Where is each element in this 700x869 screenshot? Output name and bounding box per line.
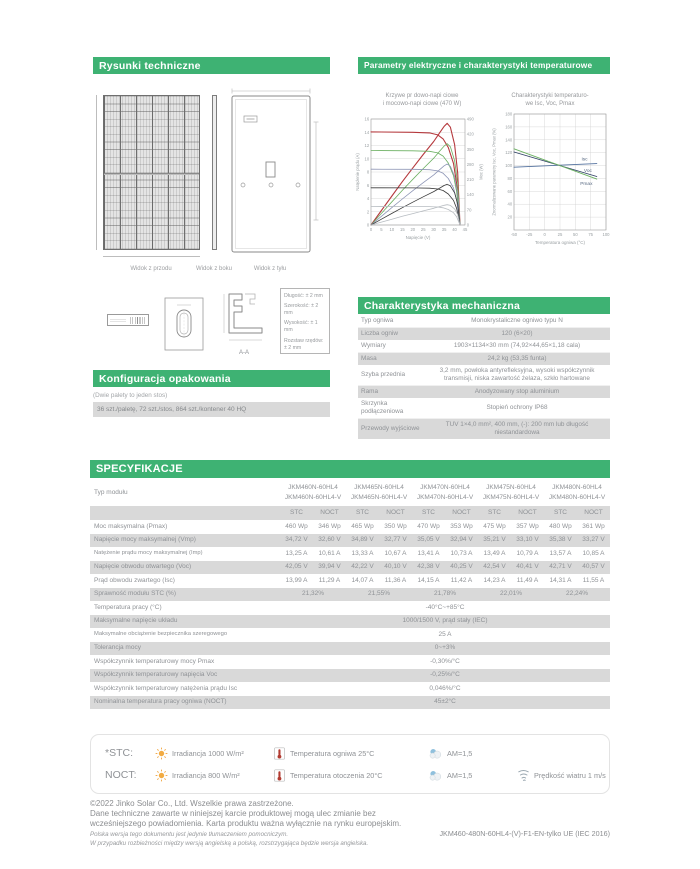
svg-text:210: 210 <box>466 177 474 183</box>
svg-text:-50: -50 <box>510 232 518 237</box>
sun-icon <box>155 747 168 760</box>
svg-text:180: 180 <box>505 111 513 117</box>
temperature-characteristics-chart <box>490 108 612 252</box>
svg-text:100: 100 <box>505 163 513 169</box>
svg-text:35: 35 <box>441 227 447 232</box>
mounting-slot-drawing <box>161 294 207 354</box>
legend-item: Prędkość wiatru 1 m/s <box>517 769 606 782</box>
svg-text:80: 80 <box>507 175 513 181</box>
tolerance-line: Rozstaw rzędów: ± 2 mm <box>284 337 324 351</box>
legend-item: Irradiancja 800 W/m² <box>155 769 273 782</box>
svg-text:5: 5 <box>380 227 383 232</box>
svg-text:10: 10 <box>389 227 395 232</box>
spec-row: Sprawność modułu STC (%) 21,32% 21,55% 21,78% 22,01% 22,24% <box>90 588 610 602</box>
packaging-note: (Dwie palety to jeden stos) <box>93 392 168 399</box>
cloud-icon <box>429 747 443 760</box>
temp-chart-title: Charakterystyki temperaturo- we Isc, Voc, Pmax <box>511 93 589 108</box>
svg-text:160: 160 <box>505 124 513 130</box>
svg-text:50: 50 <box>572 232 578 237</box>
section-header-mechanical: Charakterystyka mechaniczna <box>358 297 610 314</box>
svg-text:12: 12 <box>364 143 370 148</box>
module-name-cell: JKM460N-60HL4 JKM460N-60HL4-V <box>284 484 342 501</box>
svg-text:8: 8 <box>366 169 370 175</box>
svg-text:100: 100 <box>602 232 610 237</box>
spec-row: Napięcie mocy maksymalnej (Vmp) 34,72 V 32,60 V 34,89 V 32,77 V 35,05 V 32,94 V 35,21 V 33,10 V 35,38 V 33,27 V <box>90 534 610 548</box>
spec-row: Współczynnik temperaturowy natężenia prądu Isc 0,046%/°C <box>94 684 461 692</box>
wind-icon <box>517 769 530 782</box>
footer-note: W przypadku rozbieżności między wersją angielską a polską, rozstrzygająca będzie wersja angielska. <box>90 839 369 847</box>
footer <box>90 799 610 849</box>
front-view-caption: Widok z przodu <box>130 266 172 272</box>
section-header-specs: SPECYFIKACJE <box>90 460 610 478</box>
side-view-drawing <box>212 95 217 250</box>
mechanical-table <box>358 315 610 439</box>
svg-text:40: 40 <box>507 201 513 207</box>
svg-text:2: 2 <box>366 209 370 215</box>
module-name-cell: JKM465N-60HL4 JKM465N-60HL4-V <box>350 484 408 501</box>
svg-text:Isc: Isc <box>581 157 588 163</box>
svg-text:60: 60 <box>507 188 513 194</box>
svg-text:4: 4 <box>366 196 370 201</box>
svg-text:350: 350 <box>466 146 474 152</box>
footer-body: Dane techniczne zawarte w niniejszej karcie produktowej mogą ulec zmianie bez wcześniejszego powiadomienia. Karta produktu ważna wyłącznie na rynku europejskim. <box>90 809 402 828</box>
noct-row <box>105 764 609 786</box>
dimension-line <box>96 95 97 250</box>
svg-text:0: 0 <box>369 227 373 232</box>
copyright: ©2022 Jinko Solar Co., Ltd. Wszelkie prawa zastrzeżone. <box>90 799 294 808</box>
mechanical-row: Masa 24,2 kg (53,35 funta) <box>358 353 610 365</box>
spec-row: Nominalna temperatura pracy ogniwa (NOCT) 45±2°C <box>90 696 610 710</box>
svg-text:-25: -25 <box>526 232 533 237</box>
mechanical-row: Rama Anodyzowany stop aluminium <box>358 386 610 398</box>
frame-cross-section-drawing <box>215 290 273 350</box>
legend-item: Irradiancja 1000 W/m² <box>155 747 273 760</box>
noct-label: NOCT: <box>105 769 137 781</box>
mechanical-row: Liczba ogniw 120 (6×20) <box>358 328 610 340</box>
spec-condition-header-row: STC NOCT STC NOCT STC NOCT STC NOCT STC NOCT <box>90 506 610 520</box>
packaging-value: 36 szt./paletę, 72 szt./stos, 864 szt./kontener 40 HQ <box>93 402 330 417</box>
svg-text:Voc: Voc <box>583 169 592 174</box>
spec-row: Współczynnik temperaturowy napięcia Voc -0,25%/°C <box>90 669 610 683</box>
spec-row: Napięcie obwodu otwartego (Voc) 42,05 V 39,94 V 42,22 V 40,10 V 42,38 V 40,25 V 42,54 V 40,41 V 42,71 V 40,57 V <box>90 561 610 575</box>
legend-item: Temperatura ogniwa 25°C <box>273 747 429 760</box>
svg-text:120: 120 <box>505 150 513 156</box>
svg-text:25: 25 <box>420 227 426 232</box>
svg-text:20: 20 <box>410 227 416 232</box>
stc-row <box>105 742 609 764</box>
cloud-icon <box>429 769 443 782</box>
technical-drawings <box>93 80 330 285</box>
mechanical-row: Przewody wyjściowe TUV 1×4,0 mm², 400 mm, (-): 200 mm lub długość niestandardowa <box>358 419 610 439</box>
svg-text:0: 0 <box>543 232 546 237</box>
spec-row: Maksymalne obciążenie bezpiecznika szeregowego 25 A <box>94 630 452 638</box>
mounting-drawings <box>93 288 330 366</box>
stc-label: *STC: <box>105 747 134 759</box>
spec-table <box>90 479 610 709</box>
section-header-drawings: Rysunki techniczne <box>93 57 330 74</box>
nameplate-drawing <box>107 314 149 326</box>
svg-text:15: 15 <box>399 227 405 232</box>
module-name-cell: JKM475N-60HL4 JKM475N-60HL4-V <box>482 484 540 501</box>
tolerance-line: Wysokość: ± 1 mm <box>284 320 318 334</box>
module-name-cell: JKM480N-60HL4 JKM480N-60HL4-V <box>548 484 606 501</box>
svg-text:140: 140 <box>505 137 513 143</box>
svg-text:16: 16 <box>364 116 370 122</box>
svg-text:Moc (W): Moc (W) <box>478 164 484 180</box>
spec-row: Prąd obwodu zwartego (Isc) 13,99 A 11,29 A 14,07 A 11,36 A 14,15 A 11,42 A 14,23 A 11,49 A 14,31 A 11,55 A <box>94 576 605 584</box>
svg-text:70: 70 <box>466 207 472 213</box>
svg-text:Napięcie (V): Napięcie (V) <box>405 235 431 240</box>
svg-text:30: 30 <box>431 227 437 232</box>
svg-text:10: 10 <box>364 156 370 162</box>
spec-row: Tolerancja mocy 0~+3% <box>90 642 610 656</box>
svg-text:Znormalizowane parametry Isc,: Znormalizowane parametry Isc, Voc, Pmax (%) <box>491 128 497 216</box>
mechanical-row: Szyba przednia 3,2 mm, powłoka antyrefleksyjna, wysoki współczynnik transmisji, niska zawartość żelaza, szkło hartowane <box>358 365 610 386</box>
svg-text:420: 420 <box>466 131 474 137</box>
legend-item: AM=1,5 <box>429 769 517 782</box>
svg-text:25: 25 <box>557 232 563 237</box>
tolerance-line: Szerokość: ± 2 mm <box>284 303 319 317</box>
section-header-packaging: Konfiguracja opakowania <box>93 370 330 387</box>
iv-pv-curves-chart <box>355 113 487 249</box>
mechanical-row: Wymiary 1903×1134×30 mm (74,92×44,65×1,18 cala) <box>358 340 610 353</box>
svg-text:0: 0 <box>466 222 470 228</box>
svg-text:Temperatura ogniwa (°C): Temperatura ogniwa (°C) <box>534 240 586 245</box>
svg-text:490: 490 <box>466 116 474 122</box>
svg-text:20: 20 <box>507 214 513 220</box>
thermometer-icon <box>273 769 286 782</box>
mechanical-row: Skrzynka podłączeniowa Stopień ochrony IP68 <box>358 398 610 419</box>
tolerance-line: Długość: ± 2 mm <box>284 293 323 299</box>
footer-note: Polska wersja tego dokumentu jest jedynie tłumaczeniem pomocniczym. <box>90 831 289 838</box>
spec-row: Natężenie prądu mocy maksymalnej (Imp) 13,25 A 10,61 A 13,33 A 10,67 A 13,41 A 10,73 A 13,49 A 10,79 A 13,57 A 10,85 A <box>94 549 605 557</box>
module-name-cell: JKM470N-60HL4 JKM470N-60HL4-V <box>416 484 474 501</box>
rear-view-drawing <box>228 88 320 260</box>
front-view-drawing <box>103 95 200 250</box>
section-header-electrical: Parametry elektryczne i charakterystyki temperaturowe <box>358 57 610 74</box>
spec-row: Moc maksymalna (Pmax) 460 Wp 346 Wp 465 Wp 350 Wp 470 Wp 353 Wp 475 Wp 357 Wp 480 Wp 361 Wp <box>94 522 605 530</box>
mechanical-row: Typ ogniwa Monokrystaliczne ogniwo typu N <box>358 315 610 328</box>
svg-text:0: 0 <box>366 222 370 228</box>
rear-view-caption: Widok z tyłu <box>253 266 287 272</box>
spec-row: Współczynnik temperaturowy mocy Pmax -0,30%/°C <box>94 657 460 665</box>
side-view-caption: Widok z boku <box>195 266 232 272</box>
dimension-line <box>103 256 200 257</box>
svg-text:45: 45 <box>462 227 468 232</box>
thermometer-icon <box>273 747 286 760</box>
spec-row: Temperatura pracy (°C) -40°C~+85°C <box>94 603 465 611</box>
svg-text:Pmax: Pmax <box>580 181 593 187</box>
spec-row: Maksymalne napięcie układu 1000/1500 V, prąd stały (IEC) <box>90 615 610 629</box>
svg-text:14: 14 <box>364 129 370 135</box>
svg-text:280: 280 <box>466 161 474 167</box>
iv-chart-title: Krzywe pr dowo-napi ciowe i mocowo-napi ciowe (470 W) <box>382 93 462 108</box>
document-code: JKM460-480N-60HL4-(V)-F1-EN-tylko UE (IEC 2016) <box>439 829 610 838</box>
svg-text:140: 140 <box>466 192 474 198</box>
svg-text:40: 40 <box>452 227 457 232</box>
barcode <box>130 317 146 324</box>
legend-item: Temperatura otoczenia 20°C <box>273 769 429 782</box>
svg-text:75: 75 <box>588 232 594 237</box>
spec-module-row: Typ modułu JKM460N-60HL4 JKM460N-60HL4-V JKM465N-60HL4 JKM465N-60HL4-V JKM470N-60HL4 JKM470N-60HL4-V JKM475N-60HL4 JKM475N-60HL4-V JKM480N-60HL4 JKM480N-60HL4-V <box>90 479 610 506</box>
test-conditions-legend <box>90 734 610 794</box>
sun-icon <box>155 769 168 782</box>
tolerance-box <box>280 288 330 354</box>
svg-text:Natężenie prądu (A): Natężenie prądu (A) <box>355 153 360 191</box>
section-label: A-A <box>238 350 249 356</box>
svg-text:6: 6 <box>366 182 370 188</box>
legend-item: AM=1,5 <box>429 747 517 760</box>
